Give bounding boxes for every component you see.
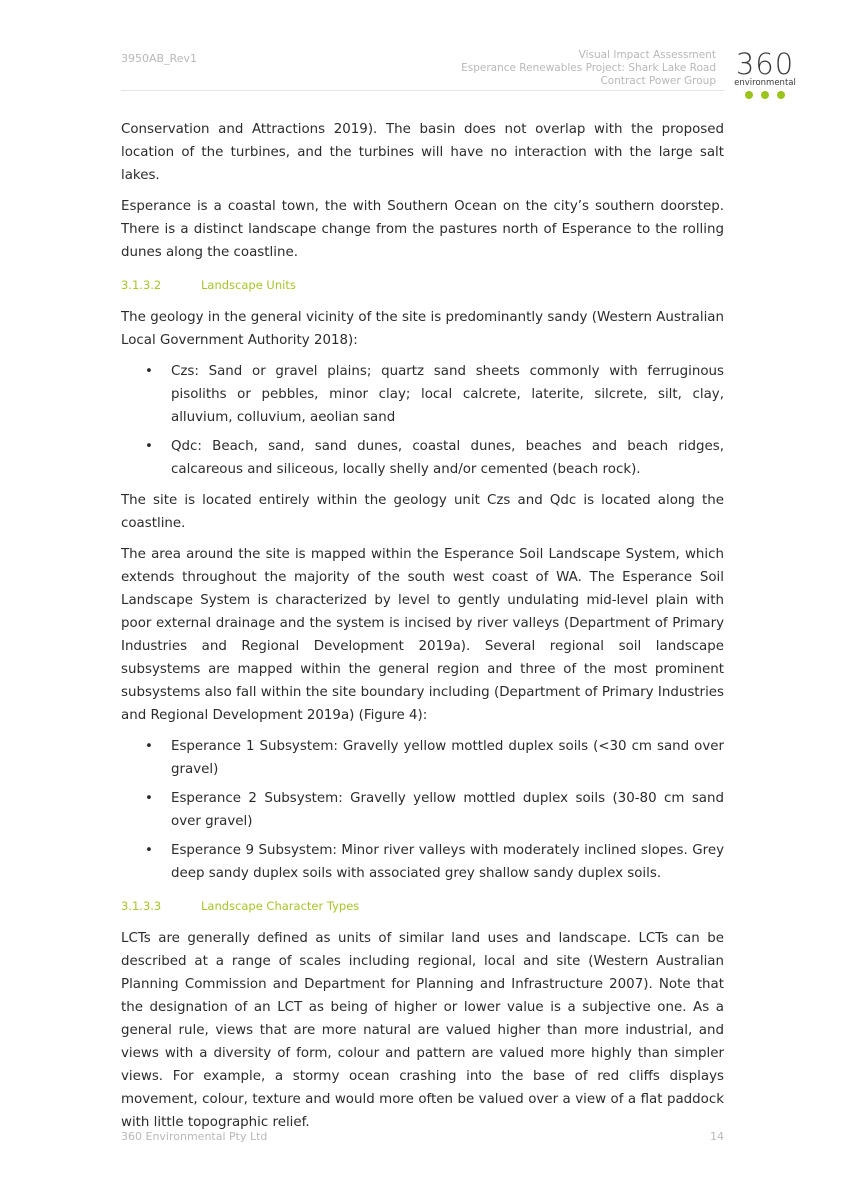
- paragraph: The geology in the general vicinity of the site is predominantly sandy (Western Australian Local Government Authority 2018):: [121, 310, 724, 348]
- paragraph: The area around the site is mapped within the Esperance Soil Landscape System, which extends throughout the majority of the south west coast of WA. The Esperance Soil Landscape System is characterized by level to gently undulating mid-level plain with poor external drainage and the system is incised by river valleys (Department of Primary Industries and Regional Development 2019a). Several regional soil landscape subsystems are mapped within the general region and three of the most prominent subsystems also fall within the site boundary including (Department of Primary Industries and Regional Development 2019a) (Figure 4):: [121, 547, 724, 723]
- page-body: [121, 118, 724, 1142]
- document-title-block: [461, 49, 716, 88]
- list-item: • Esperance 1 Subsystem: Gravelly yellow mottled duplex soils (<30 cm sand over gravel): [121, 735, 724, 781]
- list-item: • Czs: Sand or gravel plains; quartz sand sheets commonly with ferruginous pisoliths or pebbles, minor clay; local calcrete, laterite, silcrete, silt, clay, alluvium, colluvium, aeolian sand: [121, 360, 724, 429]
- logo-dot: [761, 91, 769, 99]
- section-number: 3.1.3.2: [121, 278, 162, 292]
- bullet-icon: •: [145, 791, 153, 806]
- paragraph: Esperance is a coastal town, the with Southern Ocean on the city’s southern doorstep. There is a distinct landscape change from the pastures north of Esperance to the rolling dunes along the coastline.: [121, 199, 724, 260]
- title-line-3: Contract Power Group: [600, 75, 716, 87]
- logo-dot: [777, 91, 785, 99]
- footer-company: 360 Environmental Pty Ltd: [121, 1130, 268, 1143]
- document-id: 3950AB_Rev1: [121, 52, 197, 65]
- title-line-1: Visual Impact Assessment: [578, 49, 716, 61]
- header-divider: [121, 90, 724, 91]
- bullet-icon: •: [145, 739, 153, 754]
- title-line-2: Esperance Renewables Project: Shark Lake Road: [461, 62, 716, 74]
- logo-dots: [727, 91, 803, 99]
- logo-word: environmental: [734, 78, 796, 88]
- section-number: 3.1.3.3: [121, 899, 162, 913]
- section-title: Landscape Units: [201, 278, 296, 292]
- bullet-icon: •: [145, 364, 153, 379]
- subsystem-list: [121, 735, 724, 885]
- company-logo: [727, 47, 803, 96]
- paragraph: Conservation and Attractions 2019). The basin does not overlap with the proposed location of the turbines, and the turbines will have no interaction with the large salt lakes.: [121, 122, 724, 183]
- paragraph: The site is located entirely within the geology unit Czs and Qdc is located along the coastline.: [121, 493, 724, 531]
- paragraph: LCTs are generally defined as units of similar land uses and landscape. LCTs can be described at a range of scales including regional, local and site (Western Australian Planning Commission and Department for Planning and Infrastructure 2007). Note that the designation of an LCT as being of higher or lower value is a subjective one. As a general rule, views that are more natural are valued higher than more industrial, and views with a diversity of form, colour and pattern are valued more highly than simpler views. For example, a stormy ocean crashing into the base of red cliffs displays movement, colour, texture and would more often be valued over a view of a flat paddock with little topographic relief.: [121, 931, 724, 1130]
- list-item: • Qdc: Beach, sand, sand dunes, coastal dunes, beaches and beach ridges, calcareous and siliceous, locally shelly and/or cemented (beach rock).: [121, 435, 724, 481]
- bullet-icon: •: [145, 439, 153, 454]
- bullet-icon: •: [145, 843, 153, 858]
- list-item: • Esperance 2 Subsystem: Gravelly yellow mottled duplex soils (30-80 cm sand over gravel): [121, 787, 724, 833]
- logo-dot: [745, 91, 753, 99]
- list-item: • Esperance 9 Subsystem: Minor river valleys with moderately inclined slopes. Grey deep sandy duplex soils with associated grey shallow sandy duplex soils.: [121, 839, 724, 885]
- section-title: Landscape Character Types: [201, 899, 360, 913]
- logo-number: 360: [735, 47, 795, 81]
- page-number: 14: [710, 1130, 724, 1143]
- geology-list: [121, 360, 724, 481]
- section-heading-landscape-units: [121, 274, 724, 297]
- section-heading-landscape-character-types: [121, 895, 724, 918]
